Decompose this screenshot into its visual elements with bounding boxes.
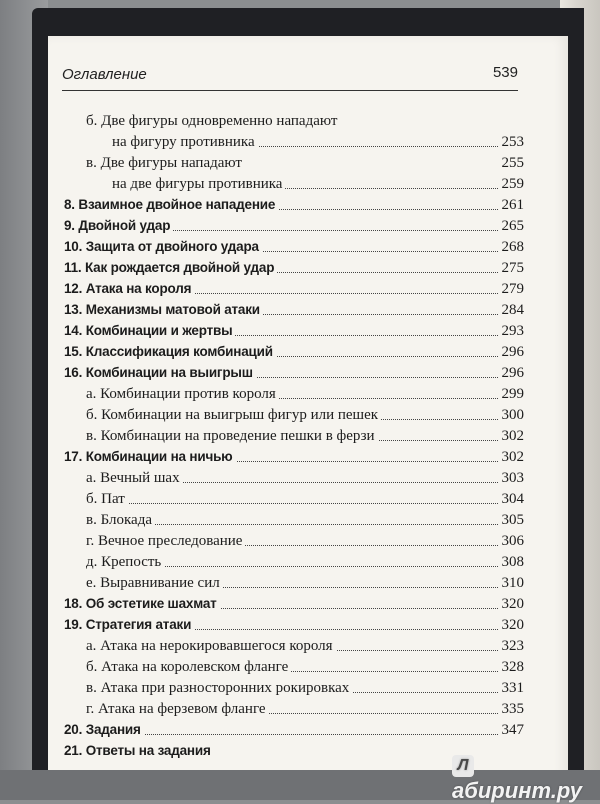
toc-entry	[64, 679, 524, 700]
toc-entry	[64, 595, 524, 616]
toc-entry	[64, 658, 524, 679]
toc-entry-title: 17. Комбинации на ничью	[64, 448, 236, 466]
toc-entry	[64, 406, 524, 427]
toc-entry	[64, 343, 524, 364]
toc-entry-page: 255	[499, 154, 525, 172]
toc-entry	[64, 196, 524, 217]
toc-entry-title: 21. Ответы на задания	[64, 742, 214, 760]
toc-entry	[64, 427, 524, 448]
toc-entry	[64, 259, 524, 280]
toc-entry	[64, 301, 524, 322]
toc-entry-title: 19. Стратегия атаки	[64, 616, 194, 634]
toc-entry-page: 275	[499, 259, 525, 277]
toc-entry	[64, 700, 524, 721]
page-number: 539	[492, 64, 518, 81]
toc-entry	[64, 448, 524, 469]
toc-entry-title: 13. Механизмы матовой атаки	[64, 301, 263, 319]
toc-entry-page: 320	[499, 595, 525, 613]
toc-entry-page: 279	[499, 280, 525, 298]
toc-entry-title: б. Атака на королевском фланге	[86, 658, 291, 676]
toc-entry-title: а. Комбинации против короля	[86, 385, 279, 403]
toc-entry-page: 259	[499, 175, 525, 193]
toc-entry-page: 265	[499, 217, 525, 235]
page-header	[62, 60, 518, 100]
toc-entry-title: 12. Атака на короля	[64, 280, 194, 298]
toc-entry-title: в. Комбинации на проведение пешки в ферзи	[86, 427, 378, 445]
toc-entry-title: 15. Классификация комбинаций	[64, 343, 276, 361]
toc-entry-title: а. Атака на нерокировавшегося короля	[86, 637, 336, 655]
watermark-text: абиринт.ру	[452, 778, 582, 803]
toc-entry-title: е. Выравнивание сил	[86, 574, 223, 592]
toc-entry-page: 261	[499, 196, 525, 214]
toc-entry-page: 293	[499, 322, 525, 340]
toc-entry-title: в. Две фигуры нападают	[86, 154, 245, 172]
toc-entry-page: 302	[499, 448, 525, 466]
header-rule	[62, 90, 518, 91]
toc-entry-page: 305	[499, 511, 525, 529]
toc-entry	[64, 637, 524, 658]
toc-entry-page: 323	[499, 637, 525, 655]
watermark-logo: Л	[452, 755, 474, 777]
toc-entry-title: б. Пат	[86, 490, 128, 508]
toc-entry-title: 18. Об эстетике шахмат	[64, 595, 220, 613]
toc-entry	[64, 721, 524, 742]
toc-entry	[64, 511, 524, 532]
toc-entry-page: 331	[499, 679, 525, 697]
toc-entry	[64, 112, 524, 133]
toc-entry	[64, 574, 524, 595]
toc-entry-title: 16. Комбинации на выигрыш	[64, 364, 256, 382]
toc-entry-page: 328	[499, 658, 525, 676]
toc-entry	[64, 217, 524, 238]
toc-entry-title: б. Две фигуры одновременно нападают	[86, 112, 340, 130]
toc-entry	[64, 469, 524, 490]
toc-entry-page: 308	[499, 553, 525, 571]
toc-entry	[64, 322, 524, 343]
toc-entry-page: 253	[499, 133, 525, 151]
toc-entry-title: 11. Как рождается двойной удар	[64, 259, 277, 277]
toc-entry-title: г. Вечное преследование	[86, 532, 245, 550]
toc-entry-title: 8. Взаимное двойное нападение	[64, 196, 278, 214]
toc-entry-title: в. Атака при разносторонних рокировках	[86, 679, 352, 697]
toc-entry	[64, 616, 524, 637]
toc-entry-title: б. Комбинации на выигрыш фигур или пешек	[86, 406, 381, 424]
toc-entry	[64, 280, 524, 301]
table-of-contents	[64, 112, 524, 763]
toc-entry-title: на фигуру противника	[112, 133, 258, 151]
toc-entry-title: 14. Комбинации и жертвы	[64, 322, 235, 340]
toc-entry	[64, 490, 524, 511]
toc-entry-title: 20. Задания	[64, 721, 144, 739]
toc-entry	[64, 364, 524, 385]
toc-entry-title: а. Вечный шах	[86, 469, 183, 487]
toc-entry-page: 310	[499, 574, 525, 592]
toc-entry-title: на две фигуры противника	[112, 175, 285, 193]
toc-entry-page: 299	[499, 385, 525, 403]
toc-entry	[64, 133, 524, 154]
toc-entry-page: 306	[499, 532, 525, 550]
toc-entry-page: 268	[499, 238, 525, 256]
toc-entry-page: 335	[499, 700, 525, 718]
toc-entry-title: д. Крепость	[86, 553, 164, 571]
toc-entry	[64, 175, 524, 196]
toc-entry-title: 10. Защита от двойного удара	[64, 238, 262, 256]
toc-entry-page: 302	[499, 427, 525, 445]
toc-entry-title: г. Атака на ферзевом фланге	[86, 700, 269, 718]
toc-entry-page: 296	[499, 343, 525, 361]
toc-entry	[64, 238, 524, 259]
toc-entry-page: 347	[499, 721, 525, 739]
toc-entry-page: 296	[499, 364, 525, 382]
toc-entry-page: 303	[499, 469, 525, 487]
leader-dots	[86, 503, 524, 504]
toc-entry	[64, 532, 524, 553]
running-head-title: Оглавление	[62, 66, 147, 83]
watermark	[452, 752, 600, 804]
toc-entry-page: 300	[499, 406, 525, 424]
toc-entry-page: 320	[499, 616, 525, 634]
toc-entry-page: 284	[499, 301, 525, 319]
toc-entry	[64, 385, 524, 406]
toc-entry-title: 9. Двойной удар	[64, 217, 173, 235]
toc-entry-title: в. Блокада	[86, 511, 155, 529]
toc-entry-page: 304	[499, 490, 525, 508]
toc-entry	[64, 553, 524, 574]
toc-entry	[64, 154, 524, 175]
